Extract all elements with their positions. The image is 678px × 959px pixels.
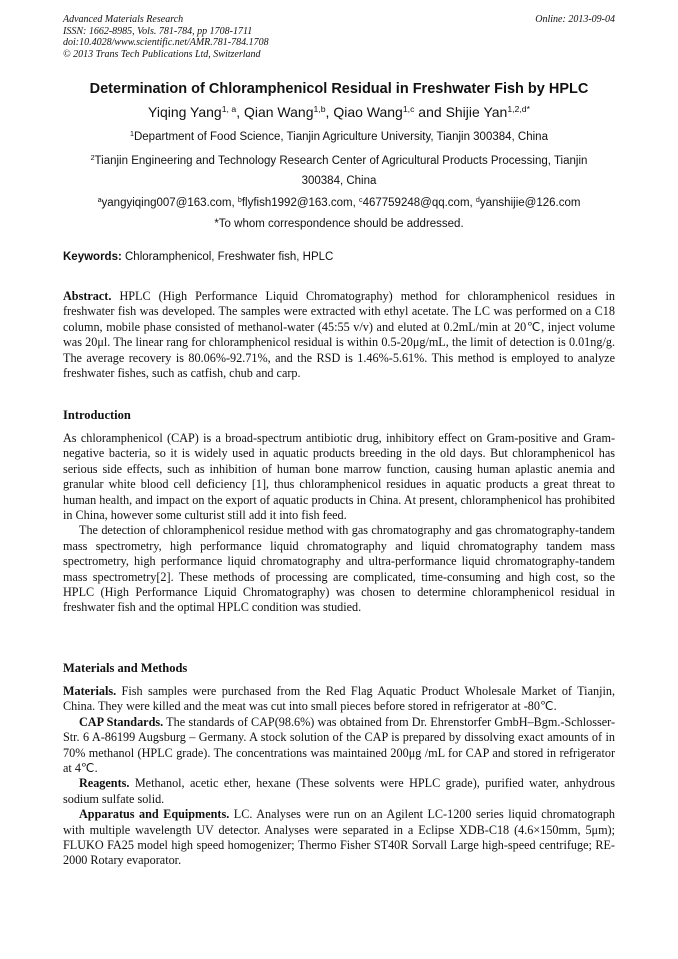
abstract-text: HPLC (High Performance Liquid Chromatography) method for chloramphenicol residues in freshwater fish was developed. The samples were extracted with ethyl acetate. The LC was performed on a C18 column, mobile phase consisted of methanol-water (45:55 v/v) and eluted at 0.2mL/min at 20℃, inject volume was 20μl. The linear rang for chloramphenicol residual is within 0.5-20μg/mL, the limit of detection is 0.01ng/g. The average recovery is 80.06%-92.71%, and the RSD is 1.46%-5.61%. This method is employed to analyze freshwater fishes, such as catfish, chub and carp. — [63, 289, 615, 381]
keywords-label: Keywords: — [63, 251, 122, 263]
email: $^a$yangyiqing007@163.com, — [97, 196, 238, 209]
author: Yiqing Yang$^{1, a}$, — [148, 104, 244, 120]
keywords-text: Chloramphenicol, Freshwater fish, HPLC — [121, 251, 334, 263]
methods-body — [63, 684, 615, 869]
affiliation-1: $^1$Department of Food Science, Tianjin Agriculture University, Tianjin 300384, China — [130, 130, 548, 143]
methods-heading: Materials and Methods — [63, 661, 188, 675]
materials-paragraph: Materials. Fish samples were purchased from the Red Flag Aquatic Product Wholesale Market of Tianjin, China. They were killed and the meat was cut into small pieces before stored in refrigerator at -80℃. — [63, 684, 615, 714]
author: Qian Wang$^{1,b}$, — [243, 104, 334, 120]
introduction-heading: Introduction — [63, 408, 131, 422]
apparatus-paragraph: Apparatus and Equipments. LC. Analyses were run on an Agilent LC-1200 series liquid chromatograph with multiple wavelength UV detector. Analyses were separated in a Eclipse XDB-C18 (4.6×150mm, 5μm); FLUKO FA25 model high speed homogenizer; Thermo Fisher ST40R Sorvall Large high-speed centrifuge; RE-2000 Rotary evaporator. — [63, 807, 615, 868]
introduction-body — [63, 431, 615, 616]
reagents-paragraph: Reagents. Methanol, acetic ether, hexane (These solvents were HPLC grade), purified water, anhydrous sodium sulfate solid. — [63, 776, 615, 806]
cap-standards-paragraph: CAP Standards. The standards of CAP(98.6%) was obtained from Dr. Ehrenstorfer GmbH–Bgm.-Schlosser-Str. 6 A-86199 Augsburg – Germany. A stock solution of the CAP is prepared by dissolving exact amounts of in 70% methanol (HPLC grade). The concentrations was maintained 200μg /mL for CAP and stored in refrigerator at 4℃. — [63, 714, 616, 776]
intro-paragraph-2: The detection of chloramphenicol residue method with gas chromatography and gas chromatography-tandem mass spectrometry, high performance liquid chromatography and liquid chromatography tandem mass spectrometry, high performance liquid chromatography and ultra-performance liquid chromatography-tandem mass spectrometry[2]. These methods of processing are complicated, time-consuming and high cost, so the HPLC (High Performance Liquid Chromatography) was chosen to determine chloramphenicol residual in freshwater fish and the optimal HPLC condition was studied. — [63, 523, 615, 615]
journal-header — [63, 14, 615, 60]
abstract-label: Abstract. — [63, 289, 112, 303]
intro-paragraph-1: As chloramphenicol (CAP) is a broad-spectrum antibiotic drug, inhibitory effect on Gram-positive and Gram-negative bacteria, so it is widely used in aquatic products breeding in the old days. But chloramphenicol has serious side effects, such as inhibition of human bone marrow function, causing human aplastic anemia and granular white blood cell deficiency [1], thus chloramphenicol residues in aquatic products a great threat to human health, and impact on the export of aquatic products in China. At present, chloramphenicol has prohibited in China, however some culturist still add it into fish feed. — [63, 431, 615, 523]
paper-title: Determination of Chloramphenicol Residual in Freshwater Fish by HPLC — [89, 81, 589, 97]
issn-line: ISSN: 1662-8985, Vols. 781-784, pp 1708-1711 — [63, 25, 253, 37]
author-list — [40, 104, 638, 120]
copyright-line: © 2013 Trans Tech Publications Ltd, Switzerland — [63, 48, 261, 60]
email: $^b$flyfish1992@163.com, — [237, 196, 360, 209]
author: Qiao Wang$^{1,c}$ and — [333, 104, 446, 120]
doi-line: doi:10.4028/www.scientific.net/AMR.781-784.1708 — [63, 37, 269, 48]
correspondence-note: *To whom correspondence should be addressed. — [214, 218, 464, 230]
author: Shijie Yan$^{1,2,d*}$ — [445, 104, 530, 120]
keywords — [63, 251, 615, 263]
email-list — [60, 193, 618, 213]
online-date: Online: 2013-09-04 — [535, 14, 615, 25]
abstract — [63, 289, 615, 381]
email: $^c$467759248@qq.com, — [359, 196, 476, 209]
affiliation-2: $^2$Tianjin Engineering and Technology Research Center of Agricultural Products Processing, Tianjin 300384, China — [90, 154, 588, 187]
email: $^d$yanshijie@126.com — [475, 196, 581, 209]
journal-name: Advanced Materials Research — [63, 14, 184, 25]
